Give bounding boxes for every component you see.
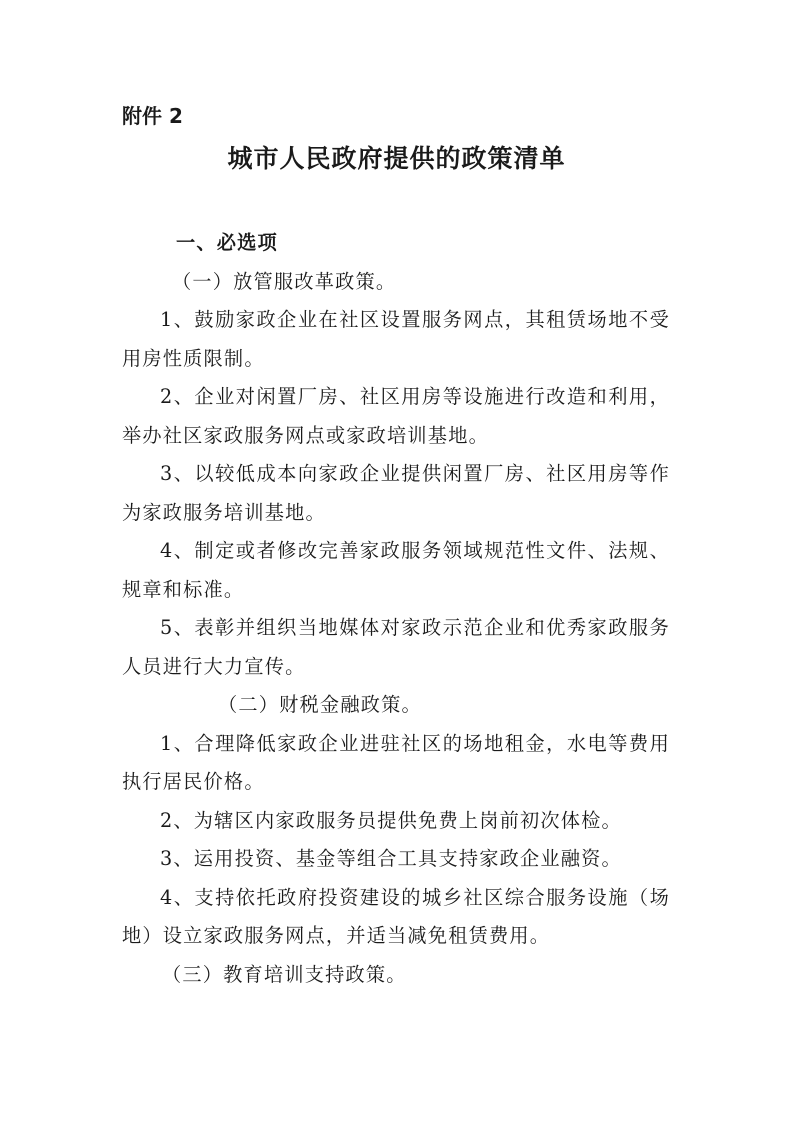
policy-item: 4、制定或者修改完善家政服务领域规范性文件、法规、规章和标准。 <box>122 539 670 601</box>
policy-item: 3、运用投资、基金等组合工具支持家政企业融资。 <box>160 847 622 870</box>
subsection-heading-training: （三）教育培训支持政策。 <box>162 962 407 986</box>
document-title: 城市人民政府提供的政策清单 <box>227 144 566 173</box>
policy-item: 2、企业对闲置厂房、社区用房等设施进行改造和利用，举办社区家政服务网点或家政培训基地。 <box>122 385 670 447</box>
attachment-label: 附件 2 <box>122 104 183 128</box>
policy-item: 3、以较低成本向家政企业提供闲置厂房、社区用房等作为家政服务培训基地。 <box>122 462 670 524</box>
subsection-heading-reform: （一）放管服改革政策。 <box>172 269 397 293</box>
policy-item: 2、为辖区内家政服务员提供免费上岗前初次体检。 <box>160 808 622 832</box>
document-body <box>122 224 670 994</box>
policy-item: 1、鼓励家政企业在社区设置服务网点，其租赁场地不受用房性质限制。 <box>122 308 670 370</box>
policy-item: 4、支持依托政府投资建设的城乡社区综合服务设施（场地）设立家政服务网点，并适当减免租赁费用。 <box>122 885 670 947</box>
policy-item: 1、合理降低家政企业进驻社区的场地租金，水电等费用执行居民价格。 <box>122 731 670 793</box>
section-heading-required: 一、必选项 <box>176 231 278 254</box>
subsection-heading-finance: （二）财税金融政策。 <box>218 693 422 716</box>
policy-item: 5、表彰并组织当地媒体对家政示范企业和优秀家政服务人员进行大力宣传。 <box>122 616 670 678</box>
